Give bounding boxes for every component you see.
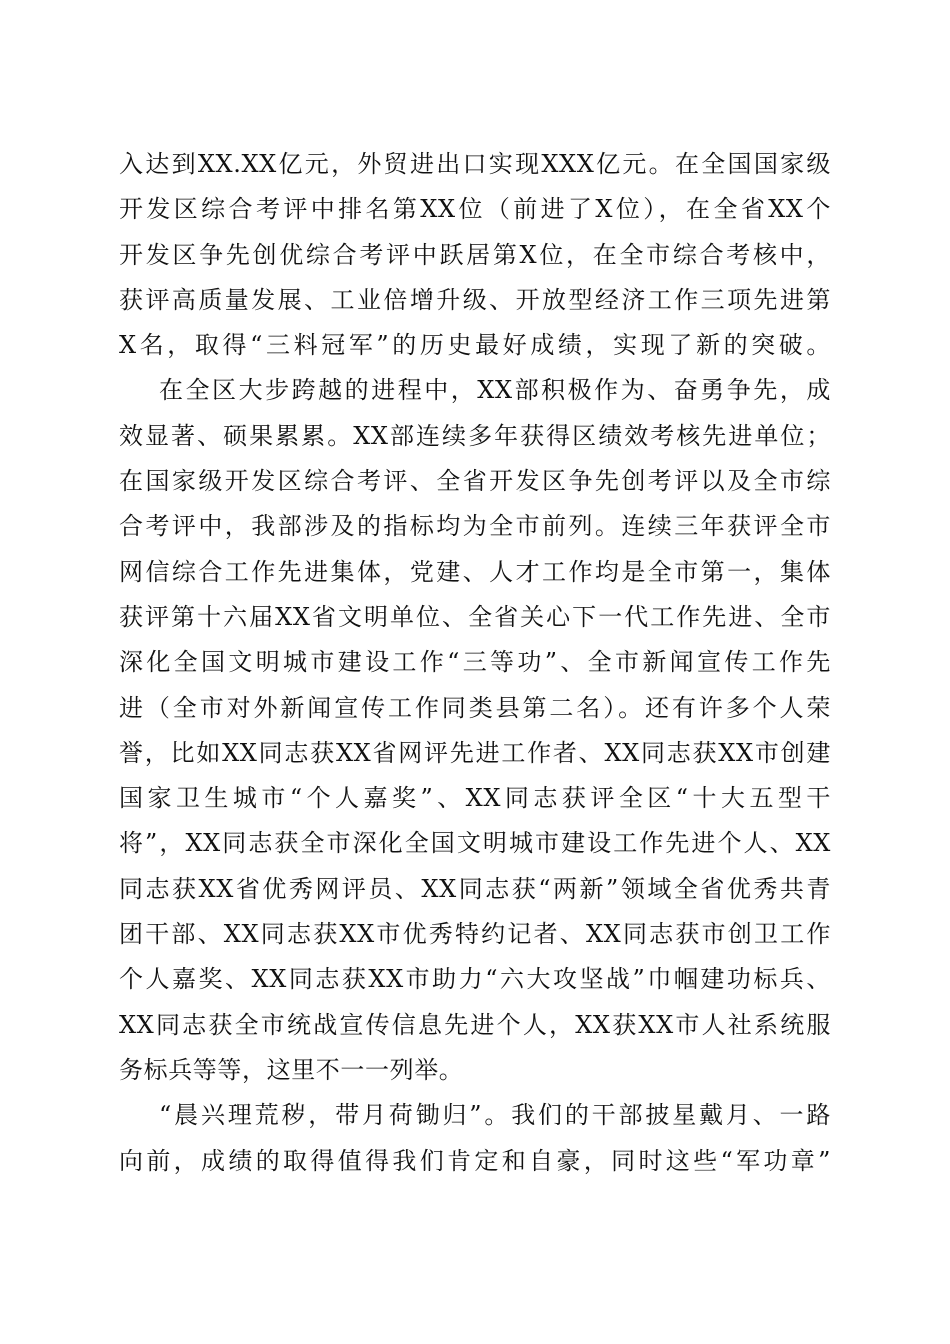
paragraph-1 — [119, 142, 831, 368]
text-line: 在全区大步跨越的进程中，XX部积极作为、奋勇争先，成 — [159, 376, 831, 405]
text-line: 深化全国文明城市建设工作“三等功”、全市新闻宣传工作先 — [119, 648, 831, 677]
text-line: 个人嘉奖、XX同志获XX市助力“六大攻坚战”巾帼建功标兵、 — [119, 965, 831, 994]
text-line: 同志获XX省优秀网评员、XX同志获“两新”领域全省优秀共青 — [119, 874, 831, 903]
text-line: 在国家级开发区综合考评、全省开发区争先创考评以及全市综 — [119, 467, 831, 496]
paragraph-3 — [119, 1093, 831, 1184]
paragraph-2 — [119, 368, 831, 1093]
text-line: 开发区争先创优综合考评中跃居第X位，在全市综合考核中， — [119, 240, 831, 269]
text-line: 合考评中，我部涉及的指标均为全市前列。连续三年获评全市 — [119, 512, 831, 541]
text-line: 团干部、XX同志获XX市优秀特约记者、XX同志获市创卫工作 — [119, 920, 831, 949]
text-line: 获评高质量发展、工业倍增升级、开放型经济工作三项先进第 — [119, 285, 831, 314]
text-line: XX同志获全市统战宣传信息先进个人，XX获XX市人社系统服 — [119, 1010, 831, 1039]
text-line: 效显著、硕果累累。XX部连续多年获得区绩效考核先进单位； — [119, 421, 831, 450]
text-line: 向前，成绩的取得值得我们肯定和自豪，同时这些“军功章” — [119, 1146, 831, 1175]
text-line: 国家卫生城市“个人嘉奖”、XX同志获评全区“十大五型干 — [119, 784, 831, 813]
text-line: 入达到XX.XX亿元，外贸进出口实现XXX亿元。在全国国家级 — [119, 150, 831, 178]
text-line: “晨兴理荒秽，带月荷锄归”。我们的干部披星戴月、一路 — [159, 1101, 831, 1130]
text-line: 获评第十六届XX省文明单位、全省关心下一代工作先进、全市 — [119, 602, 831, 631]
document-body — [119, 142, 831, 1184]
text-line: 网信综合工作先进集体，党建、人才工作均是全市第一，集体 — [119, 557, 831, 586]
text-line: 务标兵等等，这里不一一列举。 — [119, 1055, 464, 1084]
text-line: 誉，比如XX同志获XX省网评先进工作者、XX同志获XX市创建 — [119, 738, 831, 767]
text-line: 将”，XX同志获全市深化全国文明城市建设工作先进个人、XX — [119, 829, 831, 858]
text-line: X名，取得“三料冠军”的历史最好成绩，实现了新的突破。 — [119, 331, 831, 360]
text-line: 开发区综合考评中排名第XX位（前进了X位），在全省XX个 — [119, 195, 831, 224]
text-line: 进（全市对外新闻宣传工作同类县第二名）。还有许多个人荣 — [119, 693, 831, 722]
